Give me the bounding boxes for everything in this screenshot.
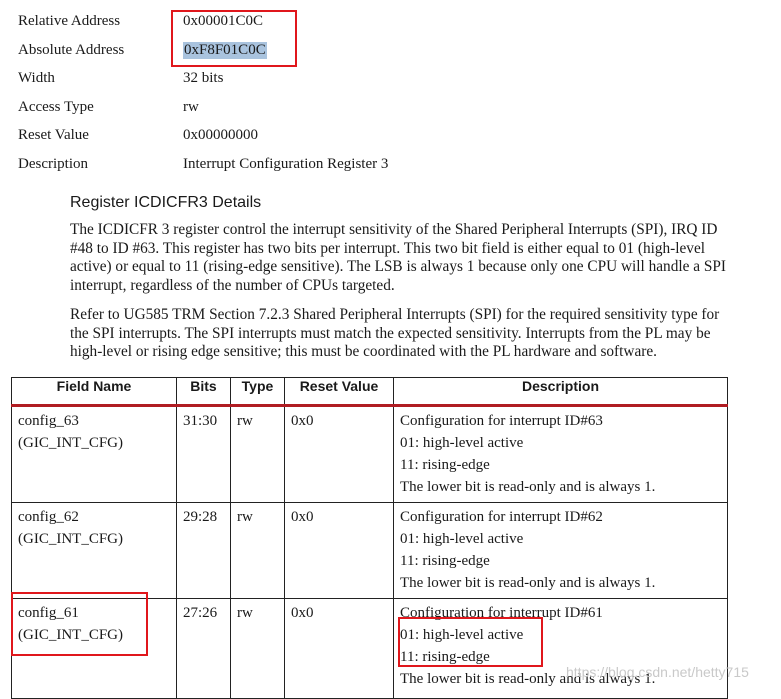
type-cell: rw — [231, 503, 285, 599]
description-line: 11: rising-edge — [400, 457, 490, 473]
header-reset-value: Reset Value — [285, 378, 394, 406]
description-line: The lower bit is read-only and is always 1. — [400, 671, 656, 687]
absolute-address-label: Absolute Address — [18, 41, 125, 58]
description-paragraph-2 — [70, 306, 780, 362]
field-name: config_61 — [18, 605, 79, 621]
type-cell: rw — [231, 599, 285, 699]
reset-cell: 0x0 — [285, 503, 394, 599]
paragraph-line: The ICDICFR 3 register control the interrupt sensitivity of the Shared Peripheral Interrupts (SPI), IRQ ID — [70, 221, 718, 238]
description-line: The lower bit is read-only and is always 1. — [400, 479, 656, 495]
paragraph-line: high-level or rising edge sensitive; this must be coordinated with the PL hardware and software. — [70, 343, 657, 360]
description-line: 01: high-level active — [400, 627, 524, 643]
bits-cell: 29:28 — [177, 503, 231, 599]
access-type-value: rw — [183, 98, 199, 115]
address-annotation-box — [171, 10, 297, 67]
description-line: 01: high-level active — [400, 531, 524, 547]
bits-cell: 31:30 — [177, 406, 231, 503]
paragraph-line: active) or equal to 11 (rising-edge sensitive). The LSB is always 1 because only one CPU will handle a SPI — [70, 258, 726, 275]
width-label: Width — [18, 70, 55, 86]
table-row — [12, 503, 728, 599]
description-label: Description — [18, 155, 88, 172]
access-type-label: Access Type — [18, 98, 94, 115]
description-value: Interrupt Configuration Register 3 — [183, 155, 389, 172]
description-line: 11: rising-edge — [400, 553, 490, 569]
description-annotation-box — [398, 617, 543, 667]
type-cell: rw — [231, 406, 285, 503]
description-line: 01: high-level active — [400, 435, 524, 451]
field-type-name: (GIC_INT_CFG) — [18, 435, 123, 451]
field-name: config_63 — [18, 413, 79, 429]
table-header-row — [12, 378, 728, 406]
field-type-name: (GIC_INT_CFG) — [18, 531, 123, 547]
description-paragraph-1 — [70, 221, 780, 295]
reset-cell: 0x0 — [285, 406, 394, 503]
paragraph-line: Refer to UG585 TRM Section 7.2.3 Shared Peripheral Interrupts (SPI) for the required sensitivity type for — [70, 306, 720, 323]
header-field-name: Field Name — [12, 378, 177, 406]
reset-cell: 0x0 — [285, 599, 394, 699]
description-line: Configuration for interrupt ID#61 — [400, 605, 603, 621]
absolute-address-value[interactable]: 0xF8F01C0C — [184, 41, 266, 58]
relative-address-value: 0x00001C0C — [183, 13, 264, 29]
field-name: config_62 — [18, 509, 79, 525]
description-line: The lower bit is read-only and is always 1. — [400, 575, 656, 591]
header-type: Type — [231, 378, 285, 406]
header-description: Description — [394, 378, 728, 406]
reset-value-label: Reset Value — [18, 127, 89, 143]
watermark: https://blog.csdn.net/hetty715 — [566, 664, 749, 680]
header-bits: Bits — [177, 378, 231, 406]
description-line: Configuration for interrupt ID#63 — [400, 413, 603, 429]
bits-cell: 27:26 — [177, 599, 231, 699]
paragraph-line: #48 to ID #63. This register has two bits per interrupt. This two bit field is either equal to 01 (high-level — [70, 239, 705, 257]
reset-value-value: 0x00000000 — [183, 127, 258, 143]
description-cell — [394, 406, 728, 503]
paragraph-line: the SPI interrupts. The SPI interrupts must match the expected sensitivity. Interrupts from the PL may be — [70, 324, 711, 342]
field-name-cell — [12, 406, 177, 503]
description-line: 11: rising-edge — [400, 649, 490, 665]
field-name-cell — [12, 503, 177, 599]
paragraph-line: interrupt, regardless of the number of CPUs targeted. — [70, 276, 395, 294]
section-title: Register ICDICFR3 Details — [70, 194, 262, 211]
relative-address-label: Relative Address — [18, 13, 121, 29]
width-value: 32 bits — [183, 70, 224, 86]
table-row — [12, 406, 728, 503]
field-annotation-box — [11, 592, 148, 656]
field-type-name: (GIC_INT_CFG) — [18, 627, 123, 643]
description-cell — [394, 503, 728, 599]
description-line: Configuration for interrupt ID#62 — [400, 509, 603, 525]
